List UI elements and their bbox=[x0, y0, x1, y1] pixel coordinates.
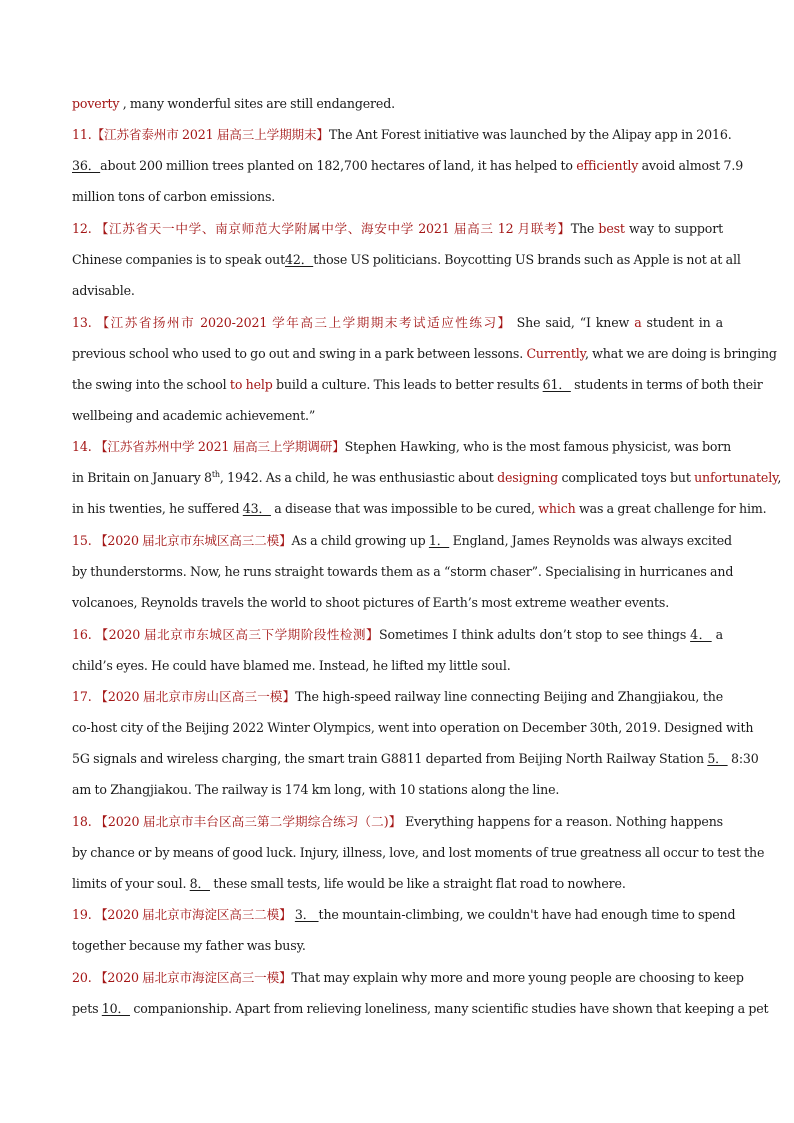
text-segment: build a culture. This leads to better results bbox=[272, 377, 543, 392]
text-segment: 8:30 bbox=[727, 751, 759, 766]
question-source: 【2020 届北京市海淀区高三一模】 bbox=[94, 970, 292, 985]
text-segment: , bbox=[777, 470, 782, 485]
text-segment: pets bbox=[72, 1001, 102, 1016]
text-line bbox=[72, 127, 732, 143]
text-line bbox=[72, 751, 759, 767]
text-segment: Sometimes I think adults don’t stop to see things bbox=[379, 627, 691, 642]
text-segment: about 200 million trees planted on 182,700 hectares of land, it has helped to bbox=[100, 158, 577, 173]
text-segment: , what we are doing is bringing bbox=[584, 346, 777, 361]
text-line bbox=[72, 595, 723, 611]
question-source: 【2020 届北京市东城区高三下学期阶段性检测】 bbox=[95, 627, 380, 642]
text-line bbox=[72, 689, 723, 705]
text-line bbox=[72, 814, 723, 830]
text-segment: way to support bbox=[624, 221, 723, 236]
text-segment: the swing into the school bbox=[72, 377, 230, 392]
highlighted-word: 15. bbox=[72, 533, 95, 548]
text-segment: England, James Reynolds was always excited bbox=[449, 533, 732, 548]
text-segment: child’s eyes. He could have blamed me. Instead, he lifted my little soul. bbox=[72, 658, 511, 673]
text-segment: , 1942. As a child, he was enthusiastic about bbox=[219, 470, 498, 485]
blank-number: 5． bbox=[707, 751, 728, 766]
text-line bbox=[72, 720, 754, 736]
text-segment: advisable. bbox=[72, 283, 135, 298]
text-line bbox=[72, 501, 767, 517]
text-segment: avoid almost 7.9 bbox=[638, 158, 744, 173]
text-segment: a disease that was impossible to be cured, bbox=[270, 501, 539, 516]
text-segment: co-host city of the Beijing 2022 Winter Olympics, went into operation on December 30th, 2019. Designed with bbox=[72, 720, 754, 735]
text-segment: complicated toys but bbox=[558, 470, 695, 485]
text-segment: was a great challenge for him. bbox=[575, 501, 767, 516]
text-segment: She said, “I knew bbox=[511, 315, 635, 330]
text-segment: previous school who used to go out and swing in a park between lessons. bbox=[72, 346, 527, 361]
text-segment: As a child growing up bbox=[291, 533, 429, 548]
blank-number: 42． bbox=[285, 252, 314, 267]
blank-number: 4． bbox=[690, 627, 712, 642]
text-line bbox=[72, 283, 723, 299]
highlighted-word: 16. bbox=[72, 627, 96, 642]
text-segment: 5G signals and wireless charging, the smart train G8811 departed from Beijing North Railway Station bbox=[72, 751, 708, 766]
text-segment: companionship. Apart from relieving loneliness, many scientific studies have shown that keeping a pet bbox=[129, 1001, 769, 1016]
highlighted-word: poverty bbox=[72, 96, 120, 111]
text-segment: That may explain why more and more young people are choosing to keep bbox=[291, 970, 744, 985]
highlighted-word: Currently bbox=[526, 346, 585, 361]
blank-number: 43． bbox=[242, 501, 271, 516]
text-line bbox=[72, 221, 723, 237]
text-line bbox=[72, 1001, 769, 1017]
question-source: 【2020 届北京市东城区高三二模】 bbox=[94, 533, 292, 548]
question-source: 【江苏省天一中学、南京师范大学附属中学、海安中学 2021 届高三 12 月联考】 bbox=[95, 221, 571, 236]
text-segment: Everything happens for a reason. Nothing happens bbox=[401, 814, 723, 829]
blank-number: 3． bbox=[294, 907, 319, 922]
text-line bbox=[72, 315, 723, 331]
highlighted-word: best bbox=[598, 221, 625, 236]
text-segment: million tons of carbon emissions. bbox=[72, 189, 276, 204]
highlighted-word: a bbox=[634, 315, 642, 330]
question-source: 【江苏省泰州市 2021 届高三上学期期末】 bbox=[91, 127, 329, 142]
text-segment: the mountain-climbing, we couldn't have had enough time to spend bbox=[318, 907, 736, 922]
highlighted-word: efficiently bbox=[576, 158, 639, 173]
text-line bbox=[72, 845, 765, 861]
highlighted-word: unfortunately bbox=[694, 470, 778, 485]
question-source: 【2020 届北京市海淀区高三二模】 bbox=[94, 907, 292, 922]
blank-number: 36． bbox=[72, 158, 101, 173]
question-source: 【2020 届北京市房山区高三一模】 bbox=[95, 689, 296, 704]
highlighted-word: 18. bbox=[72, 814, 96, 829]
text-line bbox=[72, 533, 732, 549]
text-segment: by chance or by means of good luck. Injury, illness, love, and lost moments of true greatness all occur to test the bbox=[72, 845, 765, 860]
ordinal-superscript: th bbox=[211, 469, 220, 479]
blank-number: 10． bbox=[101, 1001, 130, 1016]
text-line bbox=[72, 876, 723, 892]
text-line bbox=[72, 907, 736, 923]
text-line bbox=[72, 408, 723, 424]
text-line bbox=[72, 377, 763, 393]
text-line bbox=[72, 252, 741, 268]
blank-number: 8． bbox=[189, 876, 210, 891]
text-segment: these small tests, life would be like a straight flat road to nowhere. bbox=[209, 876, 626, 891]
text-segment: in his twenties, he suffered bbox=[72, 501, 243, 516]
text-segment: students in terms of both their bbox=[570, 377, 763, 392]
highlighted-word: 19. bbox=[72, 907, 95, 922]
text-segment: Chinese companies is to speak out bbox=[72, 252, 286, 267]
text-segment: , many wonderful sites are still endangered. bbox=[119, 96, 395, 111]
highlighted-word: 17. bbox=[72, 689, 96, 704]
text-segment: by thunderstorms. Now, he runs straight towards them as a “storm chaser”. Specialising in hurricanes and bbox=[72, 564, 734, 579]
highlighted-word: 13. bbox=[72, 315, 97, 330]
text-line bbox=[72, 658, 723, 674]
text-line bbox=[72, 189, 723, 205]
text-line bbox=[72, 158, 744, 174]
text-line bbox=[72, 469, 782, 486]
text-line bbox=[72, 96, 723, 112]
text-segment: student in a bbox=[641, 315, 724, 330]
text-line bbox=[72, 564, 734, 580]
text-segment: The bbox=[570, 221, 599, 236]
text-line bbox=[72, 782, 723, 798]
text-segment: in Britain on January 8 bbox=[72, 470, 212, 485]
text-line bbox=[72, 970, 744, 986]
text-segment: those US politicians. Boycotting US brands such as Apple is not at all bbox=[313, 252, 741, 267]
question-source: 【江苏省扬州市 2020-2021 学年高三上学期期末考试适应性练习】 bbox=[96, 315, 512, 330]
text-segment: wellbeing and academic achievement.” bbox=[72, 408, 316, 423]
text-line bbox=[72, 627, 723, 643]
question-source: 【江苏省苏州中学 2021 届高三上学期调研】 bbox=[94, 439, 345, 454]
highlighted-word: to help bbox=[229, 377, 273, 392]
highlighted-word: which bbox=[538, 501, 576, 516]
text-segment: limits of your soul. bbox=[72, 876, 190, 891]
highlighted-word: 11. bbox=[72, 127, 92, 142]
text-segment: volcanoes, Reynolds travels the world to shoot pictures of Earth’s most extreme weather events. bbox=[72, 595, 670, 610]
text-segment: am to Zhangjiakou. The railway is 174 km long, with 10 stations along the line. bbox=[72, 782, 560, 797]
question-source: 【2020 届北京市丰台区高三第二学期综合练习（二)】 bbox=[95, 814, 402, 829]
text-segment: together because my father was busy. bbox=[72, 938, 306, 953]
highlighted-word: 20. bbox=[72, 970, 95, 985]
highlighted-word: 14. bbox=[72, 439, 95, 454]
text-line bbox=[72, 938, 723, 954]
highlighted-word: 12. bbox=[72, 221, 96, 236]
blank-number: 61． bbox=[542, 377, 571, 392]
text-segment: a bbox=[711, 627, 723, 642]
text-segment: The Ant Forest initiative was launched by the Alipay app in 2016. bbox=[328, 127, 732, 142]
text-line bbox=[72, 439, 732, 455]
highlighted-word: designing bbox=[497, 470, 559, 485]
text-segment: Stephen Hawking, who is the most famous physicist, was born bbox=[344, 439, 732, 454]
blank-number: 1． bbox=[428, 533, 450, 548]
text-segment: The high-speed railway line connecting Beijing and Zhangjiakou, the bbox=[295, 689, 723, 704]
text-line bbox=[72, 346, 777, 362]
